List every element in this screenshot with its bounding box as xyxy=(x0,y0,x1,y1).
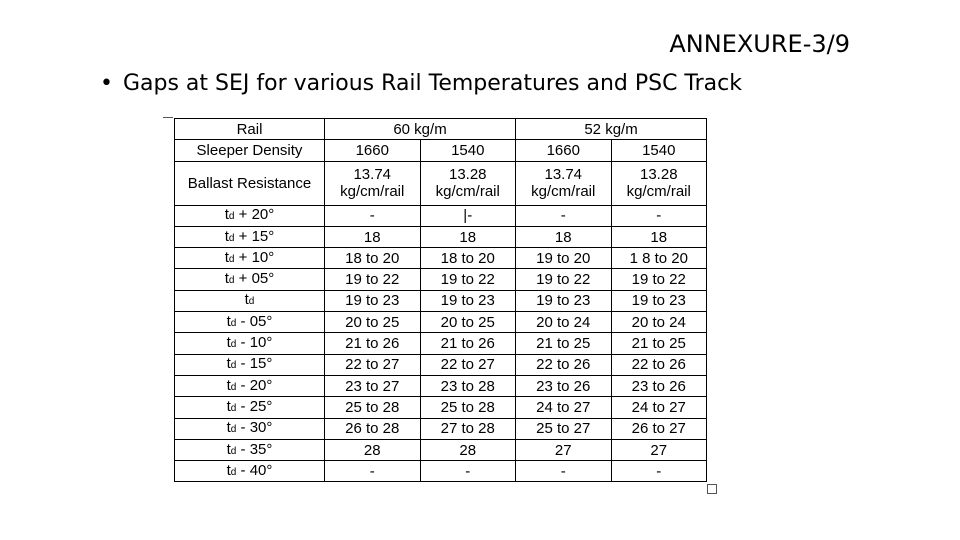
gap-cell: 21 to 25 xyxy=(611,333,707,354)
gap-cell: 21 to 25 xyxy=(516,333,612,354)
ballast-value: 13.28 xyxy=(640,166,678,184)
temperature-label xyxy=(175,397,325,418)
temp-subscript: d xyxy=(228,275,235,287)
density-cell: 1660 xyxy=(516,140,612,161)
temp-subscript: d xyxy=(230,360,237,372)
ballast-cell xyxy=(420,161,516,205)
gap-cell: 1 8 to 20 xyxy=(611,248,707,269)
gap-cell: 25 to 28 xyxy=(420,397,516,418)
table-row xyxy=(175,333,707,354)
gap-cell: 22 to 26 xyxy=(516,354,612,375)
gap-cell: 21 to 26 xyxy=(325,333,421,354)
temp-base: t xyxy=(226,334,231,352)
temp-subscript: d xyxy=(228,253,235,265)
temp-subscript: d xyxy=(228,211,235,223)
temp-offset: - 20° xyxy=(236,376,273,394)
temp-subscript: d xyxy=(230,466,237,478)
gap-cell: 22 to 27 xyxy=(420,354,516,375)
bullet-text: Gaps at SEJ for various Rail Temperatures and PSC Track xyxy=(122,71,742,96)
table-row xyxy=(175,397,707,418)
gap-cell: 23 to 27 xyxy=(325,375,421,396)
gap-table xyxy=(174,118,707,482)
temp-subscript: d xyxy=(230,339,237,351)
temp-base: t xyxy=(226,419,231,437)
resize-handle[interactable] xyxy=(707,484,717,494)
temperature-label xyxy=(175,269,325,290)
gap-cell: 20 to 25 xyxy=(325,312,421,333)
slide-title: ANNEXURE-3/9 xyxy=(669,30,850,58)
temp-offset: - 40° xyxy=(236,461,273,479)
gap-cell: 28 xyxy=(420,439,516,460)
gap-cell: |- xyxy=(420,205,516,226)
gap-cell: - xyxy=(516,205,612,226)
gap-cell: 22 to 26 xyxy=(611,354,707,375)
temperature-label xyxy=(175,290,325,311)
gap-cell: 23 to 28 xyxy=(420,375,516,396)
density-header-row xyxy=(175,140,707,161)
temperature-label xyxy=(175,333,325,354)
rail-group-52: 52 kg/m xyxy=(516,119,707,140)
rail-header-row xyxy=(175,119,707,140)
temp-offset: - 05° xyxy=(236,312,273,330)
temp-offset: + 05° xyxy=(234,270,275,288)
temp-base: t xyxy=(226,355,231,373)
gap-cell: 27 to 28 xyxy=(420,418,516,439)
temp-offset: - 30° xyxy=(236,419,273,437)
density-label: Sleeper Density xyxy=(175,140,325,161)
gap-cell: 19 to 22 xyxy=(516,269,612,290)
table-row xyxy=(175,248,707,269)
temperature-label xyxy=(175,461,325,482)
temp-base: t xyxy=(224,206,229,224)
ballast-header-row xyxy=(175,161,707,205)
temp-base: t xyxy=(244,291,249,309)
gap-cell: 19 to 22 xyxy=(420,269,516,290)
density-cell: 1540 xyxy=(420,140,516,161)
table-row xyxy=(175,461,707,482)
ballast-unit: kg/cm/rail xyxy=(340,183,405,201)
gap-cell: 19 to 23 xyxy=(611,290,707,311)
gap-cell: 27 xyxy=(516,439,612,460)
temperature-label xyxy=(175,248,325,269)
ballast-value: 13.74 xyxy=(353,166,392,184)
gap-cell: - xyxy=(325,461,421,482)
temperature-label xyxy=(175,375,325,396)
gap-cell: 20 to 24 xyxy=(516,312,612,333)
table-row xyxy=(175,312,707,333)
temp-base: t xyxy=(226,376,231,394)
gap-cell: 18 xyxy=(325,226,421,247)
gap-cell: 20 to 25 xyxy=(420,312,516,333)
gap-cell: 19 to 22 xyxy=(325,269,421,290)
rail-label: Rail xyxy=(175,119,325,140)
gap-cell: 19 to 20 xyxy=(516,248,612,269)
temp-offset: + 10° xyxy=(234,248,275,266)
gap-cell: 25 to 28 xyxy=(325,397,421,418)
gap-cell: 23 to 26 xyxy=(611,375,707,396)
rail-group-60: 60 kg/m xyxy=(325,119,516,140)
gap-cell: - xyxy=(611,205,707,226)
gap-cell: 28 xyxy=(325,439,421,460)
gap-cell: 19 to 22 xyxy=(611,269,707,290)
temp-offset: + 15° xyxy=(234,227,275,245)
density-cell: 1660 xyxy=(325,140,421,161)
ballast-unit: kg/cm/rail xyxy=(531,183,596,201)
temp-offset: - 10° xyxy=(236,334,273,352)
gap-cell: 26 to 27 xyxy=(611,418,707,439)
ballast-value: 13.74 xyxy=(544,166,583,184)
temperature-label xyxy=(175,312,325,333)
table-row xyxy=(175,354,707,375)
temp-base: t xyxy=(224,227,229,245)
gap-cell: 19 to 23 xyxy=(516,290,612,311)
gap-cell: 18 xyxy=(516,226,612,247)
gap-cell: 19 to 23 xyxy=(420,290,516,311)
bullet-dot-icon: • xyxy=(100,71,113,96)
gap-cell: 18 to 20 xyxy=(325,248,421,269)
gap-cell: 20 to 24 xyxy=(611,312,707,333)
temperature-label xyxy=(175,354,325,375)
gap-cell: 26 to 28 xyxy=(325,418,421,439)
gap-cell: 27 xyxy=(611,439,707,460)
temp-offset: + 20° xyxy=(234,206,275,224)
temp-base: t xyxy=(224,248,229,266)
gap-cell: 24 to 27 xyxy=(611,397,707,418)
bullet-heading xyxy=(100,71,742,96)
ballast-value: 13.28 xyxy=(448,166,487,184)
ballast-unit: kg/cm/rail xyxy=(435,183,500,201)
table-row xyxy=(175,269,707,290)
gap-cell: - xyxy=(516,461,612,482)
temp-offset: - 25° xyxy=(236,397,273,415)
ballast-unit: kg/cm/rail xyxy=(626,183,691,201)
table-row xyxy=(175,205,707,226)
temp-offset: - 35° xyxy=(236,440,273,458)
temp-base: t xyxy=(226,397,231,415)
table-row xyxy=(175,439,707,460)
gap-cell: 25 to 27 xyxy=(516,418,612,439)
ballast-label: Ballast Resistance xyxy=(175,161,325,205)
table-row xyxy=(175,375,707,396)
temp-base: t xyxy=(226,461,231,479)
ballast-cell xyxy=(325,161,421,205)
gap-cell: 18 xyxy=(611,226,707,247)
temp-subscript: d xyxy=(230,381,237,393)
temp-base: t xyxy=(226,312,231,330)
gap-cell: 19 to 23 xyxy=(325,290,421,311)
table-row xyxy=(175,290,707,311)
gap-cell: - xyxy=(325,205,421,226)
temp-offset: - 15° xyxy=(236,355,273,373)
temp-subscript: d xyxy=(230,424,237,436)
temperature-label xyxy=(175,439,325,460)
temp-subscript: d xyxy=(230,445,237,457)
table-row xyxy=(175,418,707,439)
gap-cell: 24 to 27 xyxy=(516,397,612,418)
gap-cell: 18 to 20 xyxy=(420,248,516,269)
table-row xyxy=(175,226,707,247)
gap-cell: 23 to 26 xyxy=(516,375,612,396)
gap-cell: 22 to 27 xyxy=(325,354,421,375)
temp-subscript: d xyxy=(230,402,237,414)
ballast-cell xyxy=(611,161,707,205)
temp-base: t xyxy=(224,270,229,288)
temp-subscript: d xyxy=(230,317,237,329)
temp-subscript: d xyxy=(248,296,255,308)
density-cell: 1540 xyxy=(611,140,707,161)
temperature-label xyxy=(175,205,325,226)
temp-base: t xyxy=(226,440,231,458)
temperature-label xyxy=(175,418,325,439)
gap-cell: 18 xyxy=(420,226,516,247)
temperature-label xyxy=(175,226,325,247)
gap-cell: - xyxy=(420,461,516,482)
ballast-cell xyxy=(516,161,612,205)
gap-cell: 21 to 26 xyxy=(420,333,516,354)
temp-subscript: d xyxy=(228,232,235,244)
gap-cell: - xyxy=(611,461,707,482)
